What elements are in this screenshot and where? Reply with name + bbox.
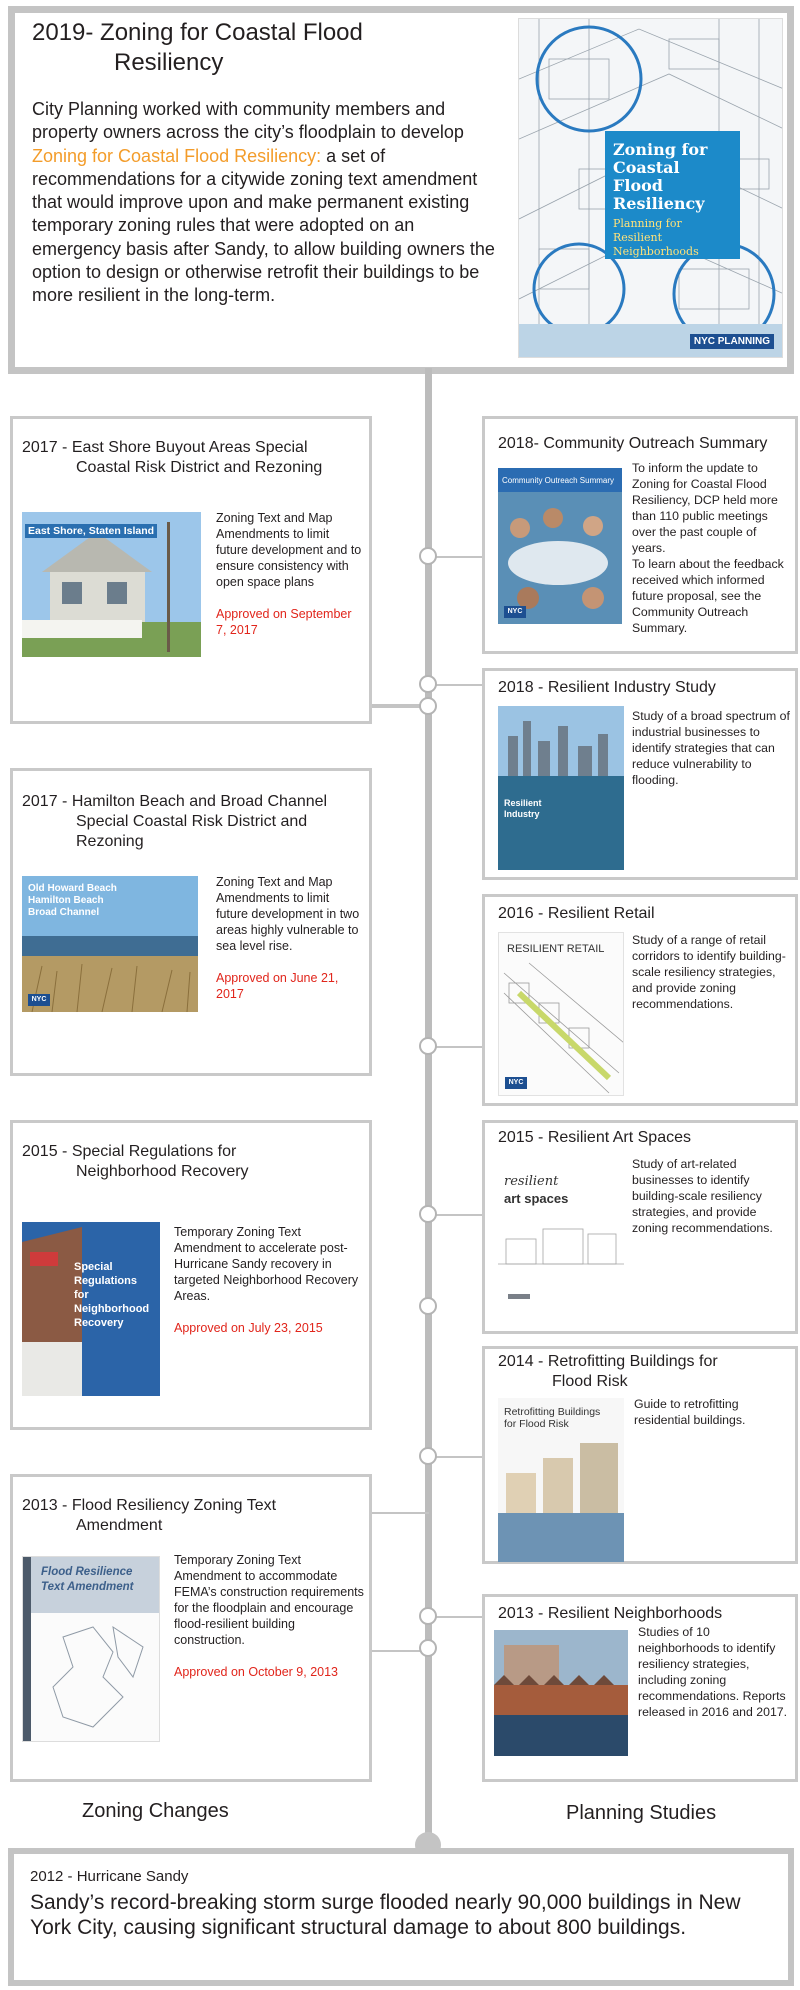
art-space-drawing — [498, 1154, 624, 1314]
nyc-logo: NYC — [504, 606, 526, 618]
nyc-logo: NYC — [505, 1077, 527, 1089]
card-title: 2015 - Resilient Art Spaces — [498, 1129, 691, 1146]
resilient-retail-thumbnail[interactable] — [498, 932, 624, 1096]
neighborhood-recovery-thumbnail[interactable] — [22, 1222, 160, 1396]
card-body: Temporary Zoning Text Amendment to accelerate post-Hurricane Sandy recovery in targeted Neighborhood Recovery Areas. Approved on July 23, 2015 — [174, 1224, 364, 1336]
zoning-resiliency-link[interactable]: Zoning for Coastal Flood Resiliency: — [32, 145, 322, 166]
approval-date: Approved on September 7, 2017 — [216, 607, 352, 637]
approval-date: Approved on June 21, 2017 — [216, 971, 339, 1001]
waterfront-photo — [494, 1630, 628, 1756]
card-title: 2017 - East Shore Buyout Areas Special Coastal Risk District and Rezoning — [22, 439, 323, 476]
thumbnail-label: East Shore, Staten Island — [25, 524, 157, 538]
thumbnail-label: Retrofitting Buildings for Flood Risk — [504, 1406, 601, 1430]
cover-title: Zoning for Coastal Flood Resiliency — [613, 140, 708, 213]
planning-studies-label: Planning Studies — [566, 1802, 717, 1824]
card-body: Temporary Zoning Text Amendment to accommodate FEMA’s construction requirements for the floodplain and encourage flood-resilient building construction. Approved on October 9, 2013 — [174, 1553, 364, 1679]
sandy-description: Sandy’s record-breaking storm surge flooded nearly 90,000 buildings in New York City, causing significant structural damage to about 800 buildings. — [30, 1891, 741, 1939]
nyc-logo: NYC — [28, 994, 50, 1006]
thumbnail-label: Flood Resilience Text Amendment — [41, 1566, 134, 1593]
resilient-art-spaces-thumbnail[interactable] — [498, 1154, 624, 1314]
hero-title — [32, 18, 363, 78]
zoning-resiliency-cover-image[interactable] — [518, 18, 783, 358]
meeting-photo — [498, 468, 622, 624]
timeline-dot — [419, 697, 437, 715]
flood-resilience-thumbnail[interactable] — [22, 1556, 160, 1742]
card-body: To inform the update to Zoning for Coastal Flood Resiliency, DCP held more than 110 public meetings over the past couple of years. To learn about the feedback received which informed future proposal, see the Community Outreach Summary. — [632, 461, 784, 635]
resilient-industry-thumbnail[interactable] — [498, 706, 624, 870]
hero-title-line2: Resiliency — [114, 49, 224, 76]
hero-text-part2: a set of recommendations for a citywide zoning text amendment that would improve upon and make permanent existing temporary zoning rules that were adopted on an emergency basis after Sandy, to allow building owners the option to design or otherwise retrofit their buildings to be more resilient in the long-term. — [32, 145, 495, 306]
thumbnail-label: resilient — [504, 1174, 559, 1189]
resilient-neighborhoods-thumbnail[interactable] — [494, 1630, 628, 1756]
card-body: Study of a broad spectrum of industrial businesses to identify strategies that can reduce vulnerability to flooding. — [632, 709, 790, 787]
thumbnail-label: RESILIENT RETAIL — [507, 943, 605, 955]
timeline-dot — [419, 1037, 437, 1055]
timeline-dot — [419, 547, 437, 565]
connector — [372, 1512, 429, 1514]
east-shore-thumbnail[interactable] — [22, 512, 201, 657]
card-body: Zoning Text and Map Amendments to limit future development and to ensure consistency with open space plans Approved on September 7, 2017 — [216, 510, 364, 638]
card-title: 2017 - Hamilton Beach and Broad Channel Special Coastal Risk District and Rezoning — [22, 793, 328, 850]
cover-subtitle: Planning for Resilient Neighborhoods — [613, 217, 699, 258]
hero-title-line1: 2019- Zoning for Coastal Flood — [32, 19, 363, 46]
card-body: Zoning Text and Map Amendments to limit future development in two areas highly vulnerable to sea level rise. Approved on June 21, 2017 — [216, 874, 364, 1002]
hero-text-part1: City Planning worked with community members and property owners across the city’s floodplain to develop — [32, 99, 464, 143]
card-title: 2013 - Flood Resiliency Zoning Text Amendment — [22, 1497, 277, 1534]
retail-street-drawing — [499, 933, 624, 1096]
card-body: Guide to retrofitting residential buildings. — [634, 1397, 746, 1427]
timeline-dot — [419, 675, 437, 693]
card-title: 2014 - Retrofitting Buildings for Flood Risk — [498, 1353, 718, 1390]
zoning-changes-label: Zoning Changes — [82, 1800, 229, 1822]
card-body: Study of a range of retail corridors to identify building-scale resiliency strategies, and provide zoning recommendations. — [632, 933, 786, 1011]
hero-description — [32, 98, 498, 308]
thumbnail-label: Community Outreach Summary — [502, 476, 615, 485]
industry-cover — [498, 706, 624, 870]
thumbnail-label: Old Howard Beach Hamilton Beach Broad Channel — [28, 883, 117, 918]
cover-title-box — [605, 131, 740, 259]
timeline-dot — [419, 1205, 437, 1223]
timeline-dot — [419, 1447, 437, 1465]
card-body: Study of art-related businesses to identify building-scale resiliency strategies, and provide zoning recommendations. — [632, 1157, 773, 1235]
community-outreach-thumbnail[interactable] — [498, 468, 622, 624]
approval-date: Approved on July 23, 2015 — [174, 1321, 323, 1335]
timeline-dot — [419, 1297, 437, 1315]
card-title: 2013 - Resilient Neighborhoods — [498, 1605, 723, 1622]
thumbnail-label: art spaces — [504, 1191, 569, 1206]
card-title: 2018 - Resilient Industry Study — [498, 679, 716, 696]
approval-date: Approved on October 9, 2013 — [174, 1665, 339, 1679]
card-title: 2016 - Resilient Retail — [498, 905, 655, 922]
card-title: 2018- Community Outreach Summary — [498, 435, 768, 452]
sandy-kicker: 2012 - Hurricane Sandy — [30, 1868, 189, 1885]
timeline-dot — [419, 1607, 437, 1625]
nyc-planning-logo: NYC PLANNING — [690, 334, 774, 349]
card-title: 2015 - Special Regulations for Neighborhood Recovery — [22, 1143, 249, 1180]
thumbnail-label: Resilient Industry — [504, 798, 542, 819]
retrofitting-buildings-thumbnail[interactable] — [498, 1398, 624, 1562]
card-body: Studies of 10 neighborhoods to identify resiliency strategies, including zoning recommendations. Reports released in 2016 and 2017. — [638, 1625, 788, 1719]
timeline-dot — [419, 1639, 437, 1657]
hamilton-beach-thumbnail[interactable] — [22, 876, 198, 1012]
thumbnail-label: Special Regulations for Neighborhood Recovery — [74, 1261, 150, 1329]
